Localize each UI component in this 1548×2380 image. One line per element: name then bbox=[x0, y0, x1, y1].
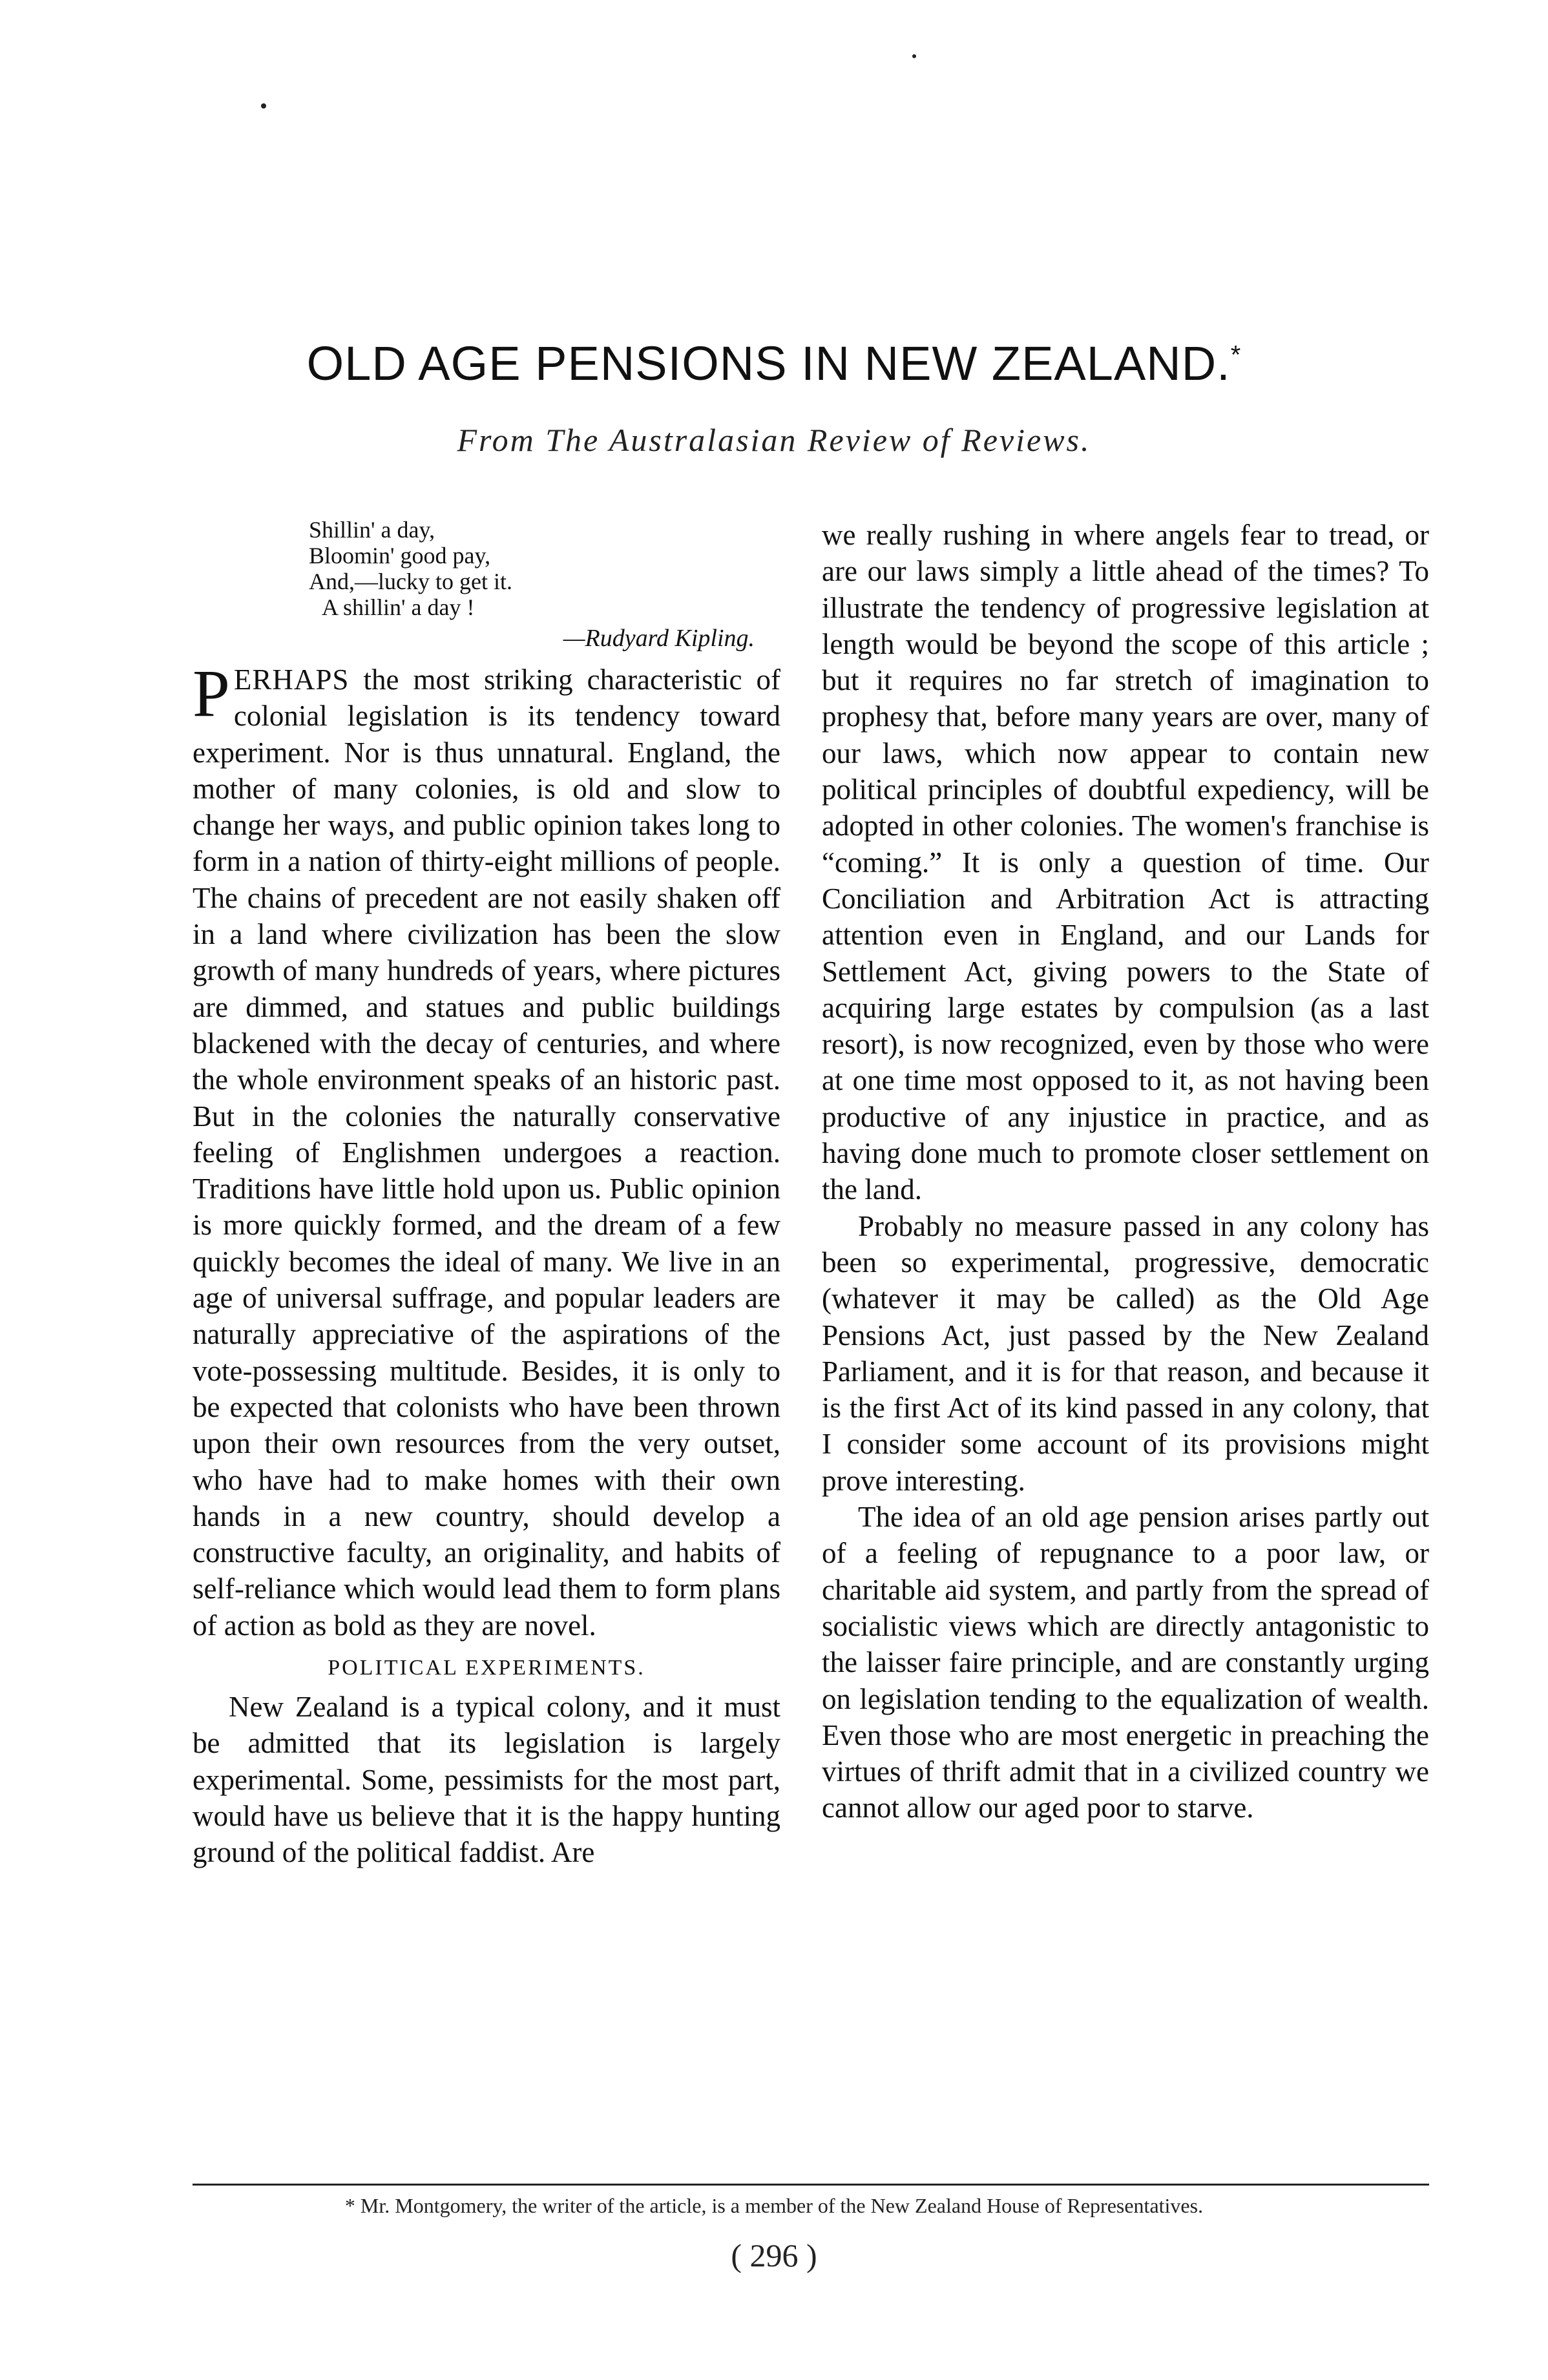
paragraph-probably: Probably no measure passed in any colony has been so experimental, progressive, democratic (whatever it may be called) as the Old Age Pensions Act, just passed by the New Zealand Parliament, and it is for that reason, and because it is the first Act of its kind passed in any colony, that I consider some account of its provisions might prove interesting. bbox=[822, 1209, 1429, 1497]
paragraph-text: the most striking characteristic of colonial legislation is its tendency toward experiment. Nor is thus unnatural. England, the mother of many colonies, is old and slow to change her ways, and public opinion takes long to form in a nation of thirty-eight millions of people. The chains of precedent are not easily shaken off in a land where civilization has been the slow growth of many hundreds of years, where pictures are dimmed, and statues and public buildings blackened with the decay of centuries, and where the whole environment speaks of an historic past. But in the colonies the naturally conservative feeling of Englishmen undergoes a reaction. Traditions have little hold upon us. Public opinion is more quickly formed, and the dream of a few quickly becomes the ideal of many. We live in an age of universal suffrage, and popular leaders are naturally appreciative of the aspirations of the vote-possessing multitude. Besides, it is only to be expected that colonists who have been thrown upon their own resources from the very outset, who have had to make homes with their own hands in a new country, should develop a constructive faculty, an originality, and habits of self-reliance which would lead them to form plans of action as bold as they are novel. bbox=[193, 663, 780, 1642]
epigraph-attribution: —Rudyard Kipling. bbox=[563, 625, 755, 652]
epigraph bbox=[309, 517, 780, 620]
epigraph-line: Shillin' a day, bbox=[309, 517, 435, 543]
paragraph-new-zealand: New Zealand is a typical colony, and it must be admitted that its legislation is largely experimental. Some, pessimists for the most part, would have us believe that it is the happy hunting ground of the political faddist. Are bbox=[193, 1691, 780, 1869]
section-heading: POLITICAL EXPERIMENTS. bbox=[328, 1656, 645, 1680]
title-footnote-mark: * bbox=[1230, 340, 1242, 370]
footnote-rule bbox=[193, 2184, 1429, 2186]
epigraph-line: Bloomin' good pay, bbox=[309, 543, 491, 569]
epigraph-line: A shillin' a day ! bbox=[322, 594, 475, 620]
left-column bbox=[193, 517, 780, 1871]
lead-caps: ERHAPS bbox=[233, 663, 350, 696]
article-title bbox=[0, 336, 1548, 391]
paragraph-idea: The idea of an old age pension arises partly out of a feeling of repugnance to a poor law, or charitable aid system, and partly from the spread of socialistic views which are directly antagonistic to the laisser faire principle, and are constantly urging on legislation tending to the equalization of wealth. Even those who are most energetic in preaching the virtues of thrift admit that in a civilized country we cannot allow our aged poor to starve. bbox=[822, 1501, 1429, 1824]
paragraph-continued: we really rushing in where angels fear to tread, or are our laws simply a little ahead of the times? To illustrate the tendency of progressive legislation at length would be beyond the scope of this article ; but it requires no far stretch of imagination to prophesy that, before many years are over, many of our laws, which now appear to contain new political principles of doubtful expediency, will be adopted in other colonies. The women's franchise is “coming.” It is only a question of time. Our Conciliation and Arbitration Act is attracting attention even in England, and our Lands for Settlement Act, giving powers to the State of acquiring large estates by compulsion (as a last resort), is now recognized, even by those who were at one time most opposed to it, as not having been productive of any injustice in practice, and as having done much to promote closer settlement on the land. bbox=[822, 519, 1429, 1206]
article-title-text: OLD AGE PENSIONS IN NEW ZEALAND. bbox=[306, 337, 1231, 390]
drop-cap: P bbox=[193, 656, 230, 731]
right-column bbox=[822, 517, 1429, 1826]
print-speck bbox=[912, 54, 916, 58]
page-number: ( 296 ) bbox=[731, 2237, 817, 2273]
footnote: * Mr. Montgomery, the writer of the article, is a member of the New Zealand House of Representatives. bbox=[344, 2194, 1204, 2217]
epigraph-line: And,—lucky to get it. bbox=[309, 569, 512, 594]
paragraph-perhaps bbox=[193, 656, 780, 1644]
print-speck bbox=[261, 103, 266, 109]
article-subtitle: From The Australasian Review of Reviews. bbox=[457, 422, 1091, 458]
